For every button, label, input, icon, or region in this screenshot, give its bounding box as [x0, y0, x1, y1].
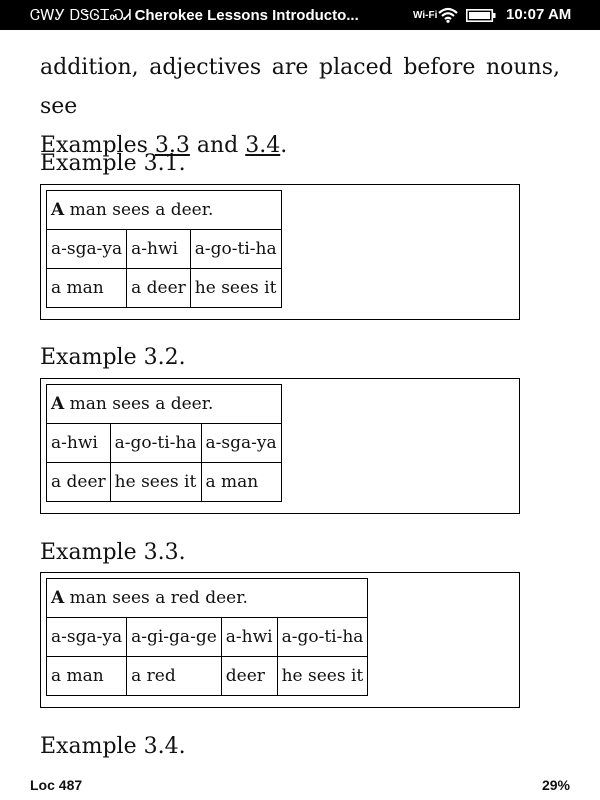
example-heading: Example 3.1.: [40, 151, 186, 176]
cherokee-word: a-go-ti-ha: [277, 618, 368, 657]
book-title-cherokee: ᏣᎳᎩ ᎠᏕᎶᏆᏍᏗ: [30, 6, 132, 24]
example-sentence: A man sees a red deer.: [47, 579, 368, 618]
cherokee-word: a-gi-ga-ge: [127, 618, 222, 657]
english-gloss: he sees it: [110, 463, 201, 502]
english-gloss: a deer: [47, 463, 111, 502]
clock: 10:07 AM: [506, 6, 572, 23]
english-gloss: a man: [201, 463, 281, 502]
english-gloss: deer: [221, 657, 277, 696]
cherokee-word: a-hwi: [47, 424, 111, 463]
gloss-table: [46, 190, 282, 308]
example-sentence: A man sees a deer.: [47, 385, 282, 424]
battery-icon: [466, 9, 496, 22]
book-title-text: Cherokee Lessons Introducto...: [134, 7, 359, 24]
book-title[interactable]: [30, 6, 359, 24]
intro-line-1: addition, adjectives are placed before nouns, see: [40, 55, 560, 119]
example-frame: [40, 378, 520, 514]
example-frame: [40, 184, 520, 320]
wifi-label: Wi-Fi: [413, 10, 438, 21]
cherokee-word: a-hwi: [127, 230, 191, 269]
cherokee-word: a-sga-ya: [47, 618, 127, 657]
example-link-3-3[interactable]: 3.3: [154, 133, 190, 158]
english-gloss: a deer: [127, 269, 191, 308]
table-row: [47, 269, 282, 308]
table-row: [47, 424, 282, 463]
english-gloss: a man: [47, 269, 127, 308]
reading-content: [40, 48, 560, 165]
status-bar: [0, 0, 600, 30]
english-gloss: he sees it: [277, 657, 368, 696]
intro-line-2: Examples 3.3 and 3.4.: [40, 133, 288, 158]
table-row: [47, 618, 368, 657]
intro-paragraph: [40, 48, 560, 165]
table-row: [47, 385, 282, 424]
english-gloss: he sees it: [190, 269, 281, 308]
gloss-table: [46, 384, 282, 502]
example-heading: Example 3.3.: [40, 540, 186, 565]
cherokee-word: a-hwi: [221, 618, 277, 657]
example-heading: Example 3.4.: [40, 734, 186, 759]
cherokee-word: a-sga-ya: [201, 424, 281, 463]
table-row: [47, 657, 368, 696]
cherokee-word: a-sga-ya: [47, 230, 127, 269]
example-frame: [40, 572, 520, 708]
english-gloss: a man: [47, 657, 127, 696]
wifi-icon: [438, 7, 458, 23]
english-gloss: a red: [127, 657, 222, 696]
table-row: [47, 191, 282, 230]
cherokee-word: a-go-ti-ha: [110, 424, 201, 463]
gloss-table: [46, 578, 368, 696]
cherokee-word: a-go-ti-ha: [190, 230, 281, 269]
example-link-3-4[interactable]: 3.4: [245, 133, 281, 158]
example-sentence: A man sees a deer.: [47, 191, 282, 230]
example-heading: Example 3.2.: [40, 345, 186, 370]
table-row: [47, 230, 282, 269]
progress-percent: 29%: [541, 777, 570, 793]
table-row: [47, 463, 282, 502]
location-indicator: Loc 487: [30, 777, 83, 793]
table-row: [47, 579, 368, 618]
